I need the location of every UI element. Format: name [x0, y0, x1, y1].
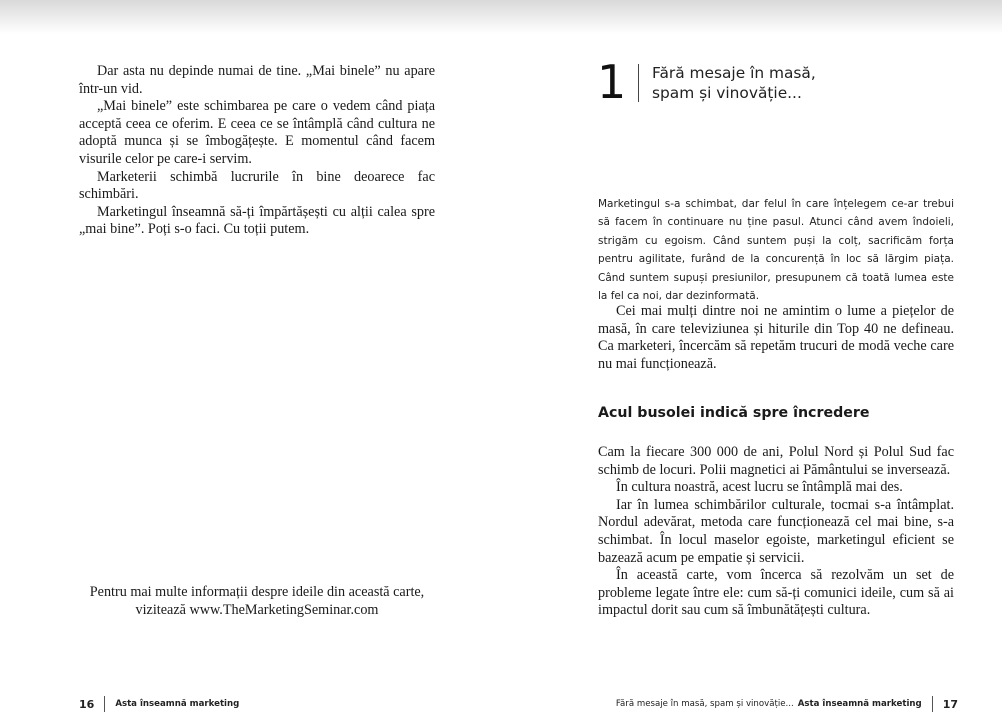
left-footnote	[79, 584, 435, 619]
paragraph: Dar asta nu depinde numai de tine. „Mai binele” nu apare într-un vid.	[79, 63, 435, 97]
footer-divider	[104, 696, 105, 712]
chapter-intro: Marketingul s-a schimbat, dar felul în care înțelegem ce-ar trebui să facem în continuare nu ține pasul. Atunci când avem îndoieli, strigăm cu egoism. Când suntem puși la colț, sacrificăm forța pentru agilitate, furând de la concurență în loc să lărgim piața. Când suntem supuși presiunilor, presupunem că toată lumea este la fel ca noi, dar dezinformată.	[598, 198, 954, 303]
left-footer	[79, 695, 239, 713]
right-footer	[616, 695, 958, 713]
paragraph: Marketingul înseamnă să-ți împărtășești cu alții calea spre „mai bine”. Poți s-o faci. Cu toții putem.	[79, 203, 435, 238]
right-page	[501, 0, 1002, 720]
opening-paragraph	[598, 303, 954, 373]
footnote-line: Pentru mai multe informații despre ideile din această carte,	[89, 584, 425, 600]
running-title: Asta înseamnă marketing	[797, 699, 922, 709]
paragraph: Cam la fiecare 300 000 de ani, Polul Nord și Polul Sud fac schimb de locuri. Polii magnetici ai Pământului se inversează.	[598, 444, 954, 478]
paragraph: Cei mai mulți dintre noi ne amintim o lume a piețelor de masă, în care televiziunea și hiturile din Top 40 ne defineau. Ca marketeri, încercăm să repetăm trucuri de modă veche care nu mai funcționează.	[598, 303, 954, 372]
chapter-title	[652, 63, 892, 103]
chapter-number: 1	[597, 55, 627, 109]
footer-divider	[932, 696, 933, 712]
page-number: 16	[79, 697, 95, 711]
running-chapter-title: Fără mesaje în masă, spam și vinovăție...	[615, 699, 794, 709]
paragraph: „Mai binele” este schimbarea pe care o vedem când piața acceptă ceea ce oferim. E ceea ce se întâmplă când cultura ne adoptă munca și se îmbogățește. E momentul când facem visurile celor pe care-i servim.	[79, 98, 435, 167]
paragraph: În această carte, vom încerca să rezolvăm un set de probleme legate între ele: cum să-ți comunici ideile, cum să ai impactul dorit sau cum să îmbunătățești cultura.	[598, 567, 954, 619]
paragraph: Marketerii schimbă lucrurile în bine deoarece fac schimbări.	[79, 168, 435, 203]
paragraph: Iar în lumea schimbărilor culturale, tocmai s-a întâmplat. Nordul adevărat, metoda care funcționează cel mai bine, s-a schimbat. În locul maselor egoiste, marketingul eficient se bazează acum pe empatie și servicii.	[598, 496, 954, 566]
chapter-title-line: Fără mesaje în masă,	[652, 64, 816, 82]
running-title: Asta înseamnă marketing	[115, 699, 240, 709]
left-body-text	[79, 63, 435, 239]
section-body	[598, 444, 954, 620]
page-number: 17	[942, 697, 958, 711]
section-heading: Acul busolei indică spre încredere	[598, 405, 870, 421]
paragraph: În cultura noastră, acest lucru se întâmplă mai des.	[616, 479, 903, 496]
footnote-url-line: vizitează www.TheMarketingSeminar.com	[135, 601, 379, 618]
chapter-divider	[638, 64, 639, 102]
chapter-title-line: spam și vinovăție...	[652, 84, 802, 102]
